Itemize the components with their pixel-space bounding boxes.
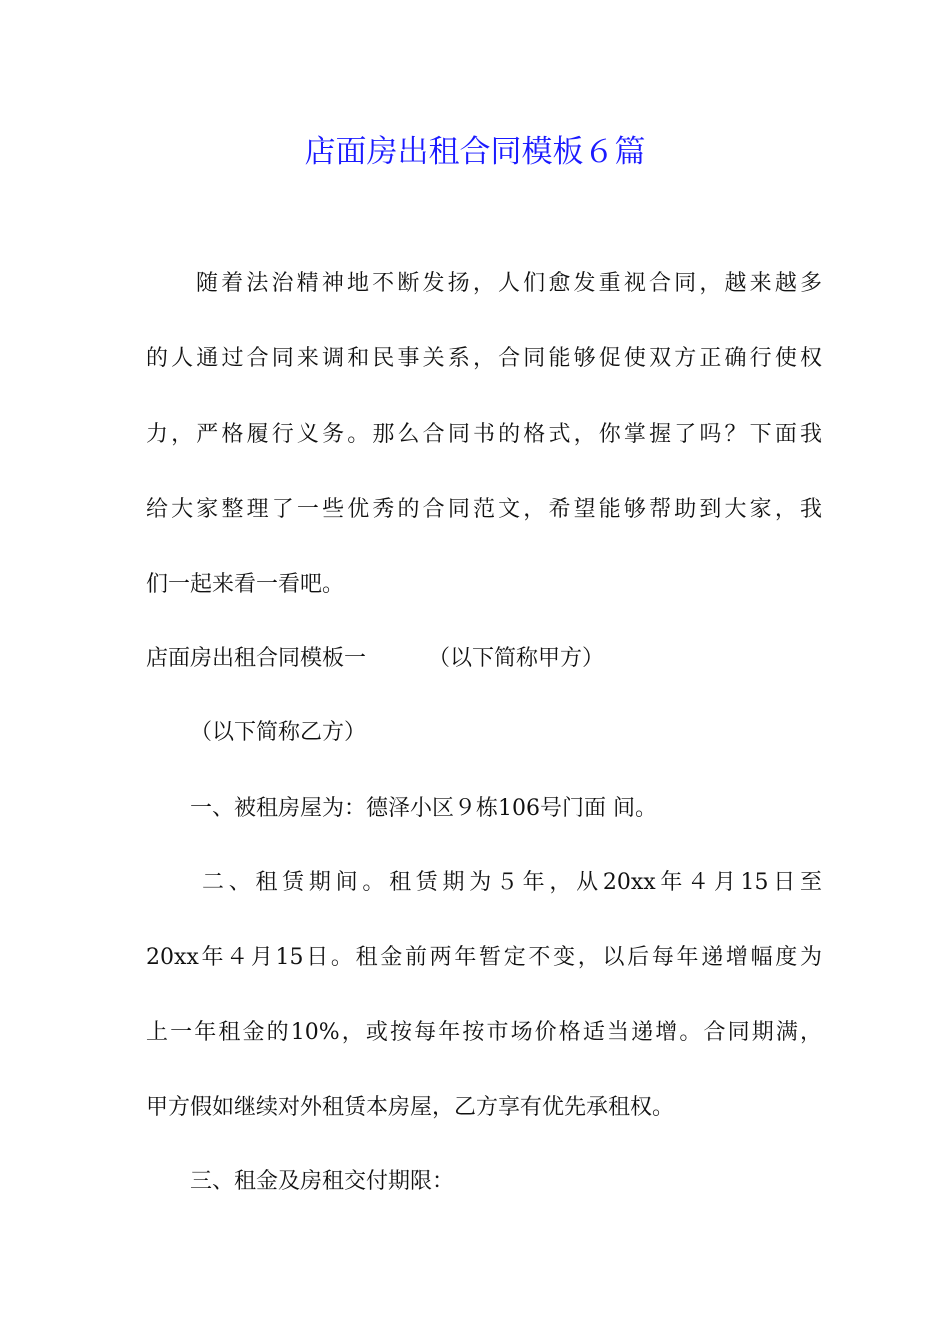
intro-line-1: 随着法治精神地不断发扬，人们愈发重视合同，越来越多 [196, 271, 822, 296]
clause-2-line-1: 二、租赁期间。租赁期为５年，从20xx年４月15日至 [202, 870, 822, 895]
section-heading-line [146, 642, 822, 676]
document-title: 店面房出租合同模板６篇 [304, 134, 646, 170]
party-b-label: （以下简称乙方） [190, 720, 367, 745]
intro-line-2: 的人通过合同来调和民事关系，合同能够促使双方正确行使权 [146, 346, 822, 371]
clause-1: 一、被租房屋为：德泽小区９栋106号门面 间。 [190, 796, 657, 821]
intro-line-5: 们一起来看一看吧。 [146, 572, 345, 597]
clause-2-line-2: 20xx年４月15日。租金前两年暂定不变，以后每年递增幅度为 [146, 945, 822, 970]
clause-3: 三、租金及房租交付期限： [190, 1169, 455, 1194]
clause-2-line-4: 甲方假如继续对外租赁本房屋，乙方享有优先承租权。 [146, 1095, 675, 1120]
intro-line-4: 给大家整理了一些优秀的合同范文，希望能够帮助到大家，我 [146, 497, 822, 522]
party-a-label: （以下简称甲方） [428, 646, 605, 671]
clause-2-line-3: 上一年租金的10%，或按每年按市场价格适当递增。合同期满， [146, 1020, 822, 1045]
section-heading: 店面房出租合同模板一 [146, 646, 367, 671]
intro-line-3: 力，严格履行义务。那么合同书的格式，你掌握了吗？下面我 [146, 422, 822, 447]
